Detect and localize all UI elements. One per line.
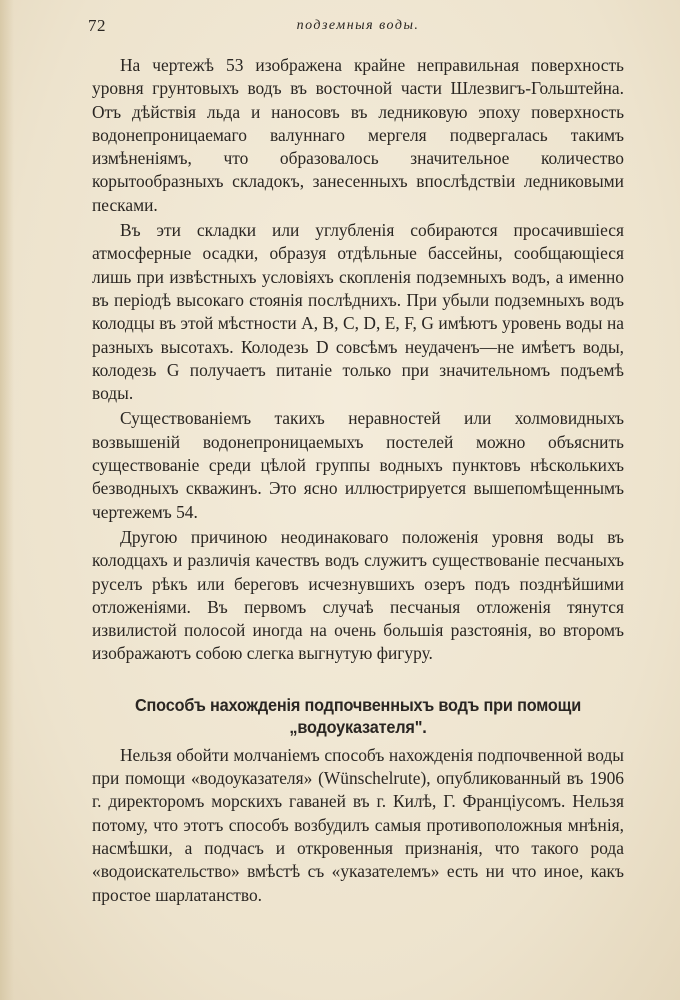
running-head: подземныя воды. — [296, 18, 420, 33]
page-number: 72 — [88, 16, 106, 35]
paragraph-3: Существованіемъ такихъ неравностей или холмовидныхъ возвышеній водонепроницаемыхъ постелей можно объяснить существованіе среди цѣлой группы водныхъ пунктовъ нѣсколькихъ безводныхъ скважинъ. Это ясно иллюстрируется вышепомѣщеннымъ чертежемъ 54. — [92, 408, 624, 522]
page-header — [88, 16, 628, 38]
section-heading — [111, 694, 606, 738]
paragraph-4: Другою причиною неодинаковаго положенія уровня воды въ колодцахъ и различія качествъ водъ служитъ существованіе песчаныхъ руселъ рѣкъ или береговъ исчезнувшихъ озеръ подъ позднѣйшими отложеніями. Въ первомъ случаѣ песчаныя отложенія тянутся извилистой полосой иногда на очень большія разстоянія, во второмъ изображаютъ собою слегка выгнутую фигуру. — [92, 526, 624, 664]
section-paragraph: Нельзя обойти молчаніемъ способъ нахожденія подпочвенной воды при помощи «водоуказателя» (Wünschelrute), опубликованный въ 1906 г. директоромъ морскихъ гаваней въ г. Килѣ, Г. Францiусомъ. Нельзя потому, что этотъ способъ возбудилъ самыя противоположныя мнѣнія, насмѣшки, а подчасъ и откровенныя признанія, что такого рода «водоискательство» вмѣстѣ съ «указателемъ» есть ни что иное, какъ простое шарлатанство. — [92, 744, 624, 905]
body-text — [92, 54, 624, 909]
page-spine-shadow — [0, 0, 14, 1000]
paragraph-2: Въ эти складки или углубленія собираются просачившіеся атмосферные осадки, образуя отдѣльные бассейны, сообщающіеся лишь при извѣстныхъ условіяхъ скопленія подземныхъ водъ, а именно въ періодѣ высокаго стоянія послѣднихъ. При убыли подземныхъ водъ колодцы въ этой мѣстности A, B, C, D, E, F, G имѣютъ уровень воды на разныхъ высотахъ. Колодезь D совсѣмъ неудаченъ—не имѣетъ воды, колодезь G получаетъ питаніе только при значительномъ подъемѣ воды. — [92, 220, 624, 404]
paragraph-1: На чертежѣ 53 изображена крайне неправильная поверхность уровня грунтовыхъ водъ въ восточной части Шлезвигъ-Гольштейна. Отъ дѣйствія льда и наносовъ въ ледниковую эпоху поверхность водонепроницаемаго валуннаго мергеля подвергалась такимъ измѣненіямъ, что образовалось значительное количество корытообразныхъ складокъ, занесенныхъ впослѣдствіи ледниковыми песками. — [92, 55, 624, 215]
section-heading-line-2: „водоуказателя". — [289, 716, 427, 737]
section-heading-line-1: Способъ нахожденія подпочвенныхъ водъ при помощи — [134, 694, 582, 715]
